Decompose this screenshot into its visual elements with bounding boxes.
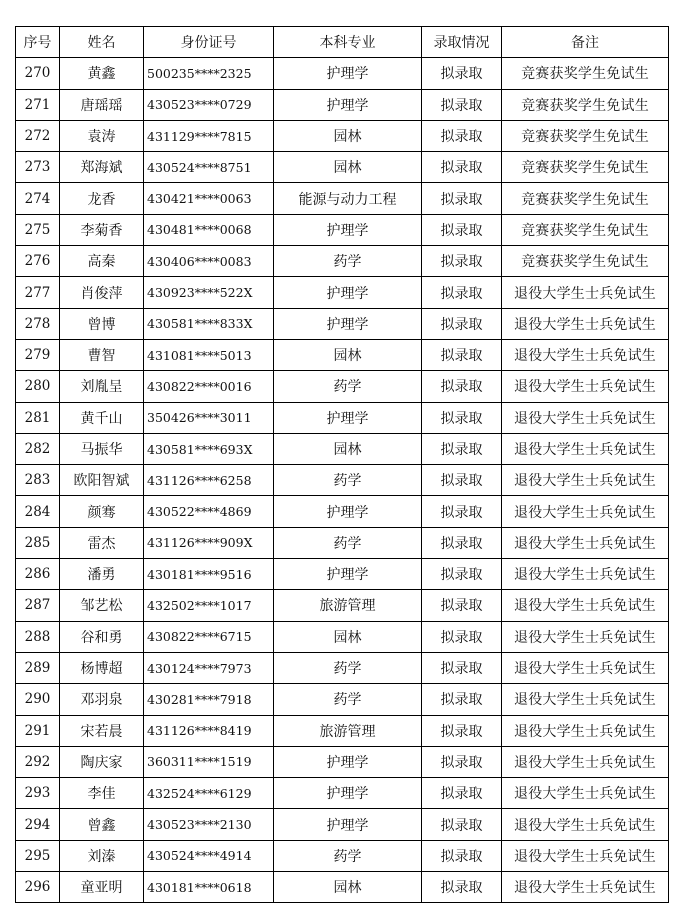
table-row [16, 152, 669, 183]
cell-status: 拟录取 [422, 621, 502, 652]
cell-status: 拟录取 [422, 527, 502, 558]
cell-major: 园林 [274, 339, 422, 370]
table-row [16, 527, 669, 558]
cell-name: 郑海斌 [60, 152, 144, 183]
cell-id: 431126****909X [144, 527, 274, 558]
cell-id: 430481****0068 [144, 214, 274, 245]
table-row [16, 465, 669, 496]
cell-id: 430522****4869 [144, 496, 274, 527]
cell-status: 拟录取 [422, 183, 502, 214]
cell-id: 431126****6258 [144, 465, 274, 496]
cell-name: 宋若晨 [60, 715, 144, 746]
cell-note: 竞赛获奖学生免试生 [502, 120, 669, 151]
cell-major: 护理学 [274, 809, 422, 840]
cell-id: 430923****522X [144, 277, 274, 308]
table-row [16, 652, 669, 683]
cell-seq: 291 [16, 715, 60, 746]
cell-note: 退役大学生士兵免试生 [502, 621, 669, 652]
header-status: 录取情况 [422, 27, 502, 58]
table-row [16, 746, 669, 777]
cell-major: 护理学 [274, 559, 422, 590]
cell-name: 刘胤呈 [60, 371, 144, 402]
cell-note: 退役大学生士兵免试生 [502, 277, 669, 308]
cell-id: 431126****8419 [144, 715, 274, 746]
cell-name: 马振华 [60, 433, 144, 464]
cell-major: 旅游管理 [274, 715, 422, 746]
cell-status: 拟录取 [422, 590, 502, 621]
cell-id: 432502****1017 [144, 590, 274, 621]
table-row [16, 621, 669, 652]
cell-note: 退役大学生士兵免试生 [502, 590, 669, 621]
cell-seq: 277 [16, 277, 60, 308]
table-row [16, 778, 669, 809]
table-row [16, 371, 669, 402]
cell-note: 退役大学生士兵免试生 [502, 715, 669, 746]
cell-major: 药学 [274, 684, 422, 715]
cell-id: 430822****6715 [144, 621, 274, 652]
cell-status: 拟录取 [422, 559, 502, 590]
cell-seq: 272 [16, 120, 60, 151]
cell-note: 竞赛获奖学生免试生 [502, 89, 669, 120]
cell-status: 拟录取 [422, 496, 502, 527]
cell-major: 园林 [274, 120, 422, 151]
cell-id: 430406****0083 [144, 246, 274, 277]
cell-major: 药学 [274, 840, 422, 871]
table-header [16, 27, 669, 58]
cell-id: 430181****9516 [144, 559, 274, 590]
cell-name: 谷和勇 [60, 621, 144, 652]
cell-seq: 285 [16, 527, 60, 558]
cell-seq: 273 [16, 152, 60, 183]
cell-status: 拟录取 [422, 433, 502, 464]
cell-id: 350426****3011 [144, 402, 274, 433]
cell-name: 潘勇 [60, 559, 144, 590]
header-row [16, 27, 669, 58]
cell-seq: 290 [16, 684, 60, 715]
table-row [16, 89, 669, 120]
cell-status: 拟录取 [422, 465, 502, 496]
cell-id: 430421****0063 [144, 183, 274, 214]
cell-id: 430581****833X [144, 308, 274, 339]
cell-note: 退役大学生士兵免试生 [502, 840, 669, 871]
cell-name: 邓羽泉 [60, 684, 144, 715]
cell-seq: 286 [16, 559, 60, 590]
cell-major: 护理学 [274, 496, 422, 527]
cell-note: 退役大学生士兵免试生 [502, 402, 669, 433]
cell-note: 退役大学生士兵免试生 [502, 496, 669, 527]
table-row [16, 277, 669, 308]
cell-major: 园林 [274, 621, 422, 652]
table-row [16, 496, 669, 527]
cell-major: 护理学 [274, 89, 422, 120]
cell-name: 袁涛 [60, 120, 144, 151]
cell-note: 退役大学生士兵免试生 [502, 778, 669, 809]
cell-id: 430581****693X [144, 433, 274, 464]
cell-major: 护理学 [274, 58, 422, 89]
table-row [16, 590, 669, 621]
table-row [16, 433, 669, 464]
cell-major: 旅游管理 [274, 590, 422, 621]
cell-status: 拟录取 [422, 152, 502, 183]
cell-note: 退役大学生士兵免试生 [502, 559, 669, 590]
table-row [16, 214, 669, 245]
cell-id: 430181****0618 [144, 872, 274, 903]
cell-note: 退役大学生士兵免试生 [502, 433, 669, 464]
cell-status: 拟录取 [422, 715, 502, 746]
cell-seq: 274 [16, 183, 60, 214]
cell-seq: 294 [16, 809, 60, 840]
cell-major: 药学 [274, 371, 422, 402]
cell-name: 李佳 [60, 778, 144, 809]
cell-major: 护理学 [274, 746, 422, 777]
table-row [16, 308, 669, 339]
cell-seq: 279 [16, 339, 60, 370]
cell-note: 竞赛获奖学生免试生 [502, 246, 669, 277]
cell-note: 退役大学生士兵免试生 [502, 465, 669, 496]
cell-note: 退役大学生士兵免试生 [502, 809, 669, 840]
cell-status: 拟录取 [422, 339, 502, 370]
cell-seq: 278 [16, 308, 60, 339]
cell-seq: 282 [16, 433, 60, 464]
cell-name: 龙香 [60, 183, 144, 214]
cell-status: 拟录取 [422, 402, 502, 433]
cell-major: 护理学 [274, 214, 422, 245]
cell-major: 园林 [274, 433, 422, 464]
cell-note: 退役大学生士兵免试生 [502, 684, 669, 715]
cell-status: 拟录取 [422, 120, 502, 151]
cell-status: 拟录取 [422, 371, 502, 402]
cell-major: 药学 [274, 246, 422, 277]
cell-major: 药学 [274, 465, 422, 496]
cell-name: 雷杰 [60, 527, 144, 558]
cell-seq: 281 [16, 402, 60, 433]
cell-name: 唐瑶瑶 [60, 89, 144, 120]
cell-name: 刘溱 [60, 840, 144, 871]
cell-status: 拟录取 [422, 277, 502, 308]
cell-major: 园林 [274, 872, 422, 903]
header-note: 备注 [502, 27, 669, 58]
table-row [16, 246, 669, 277]
cell-id: 500235****2325 [144, 58, 274, 89]
table-body [16, 58, 669, 903]
header-name: 姓名 [60, 27, 144, 58]
cell-name: 黄千山 [60, 402, 144, 433]
cell-note: 退役大学生士兵免试生 [502, 339, 669, 370]
cell-note: 竞赛获奖学生免试生 [502, 214, 669, 245]
table-row [16, 120, 669, 151]
cell-status: 拟录取 [422, 684, 502, 715]
cell-name: 曾鑫 [60, 809, 144, 840]
cell-major: 护理学 [274, 308, 422, 339]
cell-seq: 293 [16, 778, 60, 809]
cell-major: 园林 [274, 152, 422, 183]
table-row [16, 339, 669, 370]
cell-major: 护理学 [274, 277, 422, 308]
cell-seq: 296 [16, 872, 60, 903]
cell-id: 430523****0729 [144, 89, 274, 120]
header-seq: 序号 [16, 27, 60, 58]
cell-name: 李菊香 [60, 214, 144, 245]
cell-note: 退役大学生士兵免试生 [502, 872, 669, 903]
table-row [16, 183, 669, 214]
cell-id: 431129****7815 [144, 120, 274, 151]
cell-status: 拟录取 [422, 308, 502, 339]
cell-note: 退役大学生士兵免试生 [502, 652, 669, 683]
cell-status: 拟录取 [422, 89, 502, 120]
cell-name: 邹艺松 [60, 590, 144, 621]
cell-major: 药学 [274, 527, 422, 558]
cell-name: 曹智 [60, 339, 144, 370]
table-row [16, 809, 669, 840]
cell-id: 430524****4914 [144, 840, 274, 871]
cell-id: 360311****1519 [144, 746, 274, 777]
cell-name: 曾博 [60, 308, 144, 339]
cell-note: 竞赛获奖学生免试生 [502, 152, 669, 183]
cell-name: 颜骞 [60, 496, 144, 527]
cell-status: 拟录取 [422, 214, 502, 245]
cell-major: 能源与动力工程 [274, 183, 422, 214]
cell-status: 拟录取 [422, 809, 502, 840]
cell-major: 护理学 [274, 402, 422, 433]
cell-note: 竞赛获奖学生免试生 [502, 58, 669, 89]
cell-seq: 270 [16, 58, 60, 89]
cell-seq: 280 [16, 371, 60, 402]
cell-seq: 284 [16, 496, 60, 527]
table-row [16, 559, 669, 590]
table-row [16, 58, 669, 89]
header-major: 本科专业 [274, 27, 422, 58]
cell-name: 陶庆家 [60, 746, 144, 777]
table-row [16, 402, 669, 433]
cell-id: 430524****8751 [144, 152, 274, 183]
cell-seq: 292 [16, 746, 60, 777]
cell-note: 退役大学生士兵免试生 [502, 308, 669, 339]
cell-status: 拟录取 [422, 778, 502, 809]
cell-name: 欧阳智斌 [60, 465, 144, 496]
cell-seq: 288 [16, 621, 60, 652]
cell-note: 退役大学生士兵免试生 [502, 371, 669, 402]
cell-note: 退役大学生士兵免试生 [502, 746, 669, 777]
admission-table [15, 26, 669, 903]
cell-status: 拟录取 [422, 872, 502, 903]
cell-seq: 287 [16, 590, 60, 621]
cell-id: 432524****6129 [144, 778, 274, 809]
cell-id: 430124****7973 [144, 652, 274, 683]
table-row [16, 840, 669, 871]
cell-note: 竞赛获奖学生免试生 [502, 183, 669, 214]
cell-name: 肖俊萍 [60, 277, 144, 308]
cell-name: 童亚明 [60, 872, 144, 903]
cell-id: 430822****0016 [144, 371, 274, 402]
cell-name: 黄鑫 [60, 58, 144, 89]
cell-status: 拟录取 [422, 746, 502, 777]
cell-major: 护理学 [274, 778, 422, 809]
cell-status: 拟录取 [422, 652, 502, 683]
cell-seq: 271 [16, 89, 60, 120]
cell-id: 430523****2130 [144, 809, 274, 840]
cell-status: 拟录取 [422, 246, 502, 277]
table-row [16, 684, 669, 715]
table-row [16, 715, 669, 746]
cell-note: 退役大学生士兵免试生 [502, 527, 669, 558]
table-row [16, 872, 669, 903]
cell-id: 430281****7918 [144, 684, 274, 715]
cell-status: 拟录取 [422, 58, 502, 89]
header-id: 身份证号 [144, 27, 274, 58]
cell-status: 拟录取 [422, 840, 502, 871]
cell-seq: 283 [16, 465, 60, 496]
cell-major: 药学 [274, 652, 422, 683]
cell-seq: 275 [16, 214, 60, 245]
cell-id: 431081****5013 [144, 339, 274, 370]
cell-name: 杨博超 [60, 652, 144, 683]
cell-seq: 289 [16, 652, 60, 683]
cell-seq: 295 [16, 840, 60, 871]
cell-name: 高秦 [60, 246, 144, 277]
cell-seq: 276 [16, 246, 60, 277]
